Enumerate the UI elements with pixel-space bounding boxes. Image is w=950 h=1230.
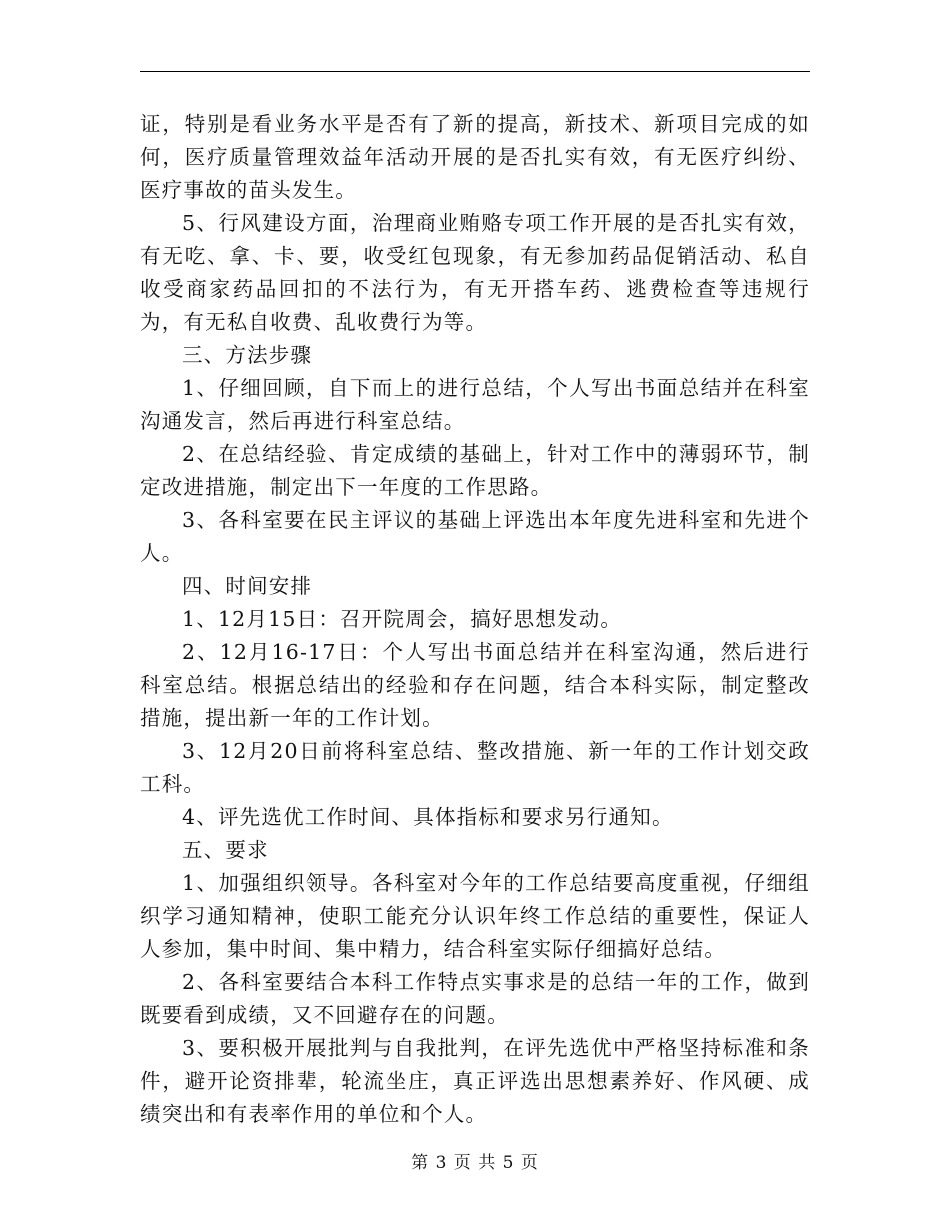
paragraph-6: 3、各科室要在民主评议的基础上评选出本年度先进科室和先进个人。 — [140, 508, 810, 565]
section-heading-requirements: 五、要求 — [182, 838, 269, 862]
paragraph-1: 证，特别是看业务水平是否有了新的提高，新技术、新项目完成的如何，医疗质量管理效益年活动开展的是否扎实有效，有无医疗纠纷、医疗事故的苗头发生。 — [140, 112, 810, 202]
paragraph-9: 2、12月16-17日：个人写出书面总结并在科室沟通，然后进行科室总结。根据总结出的经验和存在问题，结合本科实际，制定整改措施，提出新一年的工作计划。 — [140, 640, 810, 730]
document-body — [140, 108, 810, 1131]
paragraph-14: 2、各科室要结合本科工作特点实事求是的总结一年的工作，做到既要看到成绩，又不回避存在的问题。 — [140, 970, 810, 1027]
paragraph-4: 1、仔细回顾，自下而上的进行总结，个人写出书面总结并在科室沟通发言，然后再进行科室总结。 — [140, 376, 810, 433]
section-heading-schedule: 四、时间安排 — [182, 574, 313, 598]
header-rule — [140, 71, 810, 72]
page-number-footer: 第 3 页 共 5 页 — [411, 1153, 539, 1173]
paragraph-15: 3、要积极开展批判与自我批判，在评先选优中严格坚持标准和条件，避开论资排辈，轮流坐庄，真正评选出思想素养好、作风硬、成绩突出和有表率作用的单位和个人。 — [140, 1036, 810, 1126]
paragraph-2: 5、行风建设方面，治理商业贿赂专项工作开展的是否扎实有效，有无吃、拿、卡、要，收受红包现象，有无参加药品促销活动、私自收受商家药品回扣的不法行为，有无开搭车药、逃费检查等违规行为，有无私自收费、乱收费行为等。 — [140, 211, 810, 334]
section-heading-methods: 三、方法步骤 — [182, 343, 313, 367]
paragraph-8: 1、12月15日：召开院周会，搞好思想发动。 — [182, 607, 623, 631]
paragraph-11: 4、评先选优工作时间、具体指标和要求另行通知。 — [182, 805, 674, 829]
paragraph-10: 3、12月20日前将科室总结、整改措施、新一年的工作计划交政工科。 — [140, 739, 810, 796]
paragraph-5: 2、在总结经验、肯定成绩的基础上，针对工作中的薄弱环节，制定改进措施，制定出下一年度的工作思路。 — [140, 442, 810, 499]
paragraph-13: 1、加强组织领导。各科室对今年的工作总结要高度重视，仔细组织学习通知精神，使职工能充分认识年终工作总结的重要性，保证人人参加，集中时间、集中精力，结合科室实际仔细搞好总结。 — [140, 871, 810, 961]
